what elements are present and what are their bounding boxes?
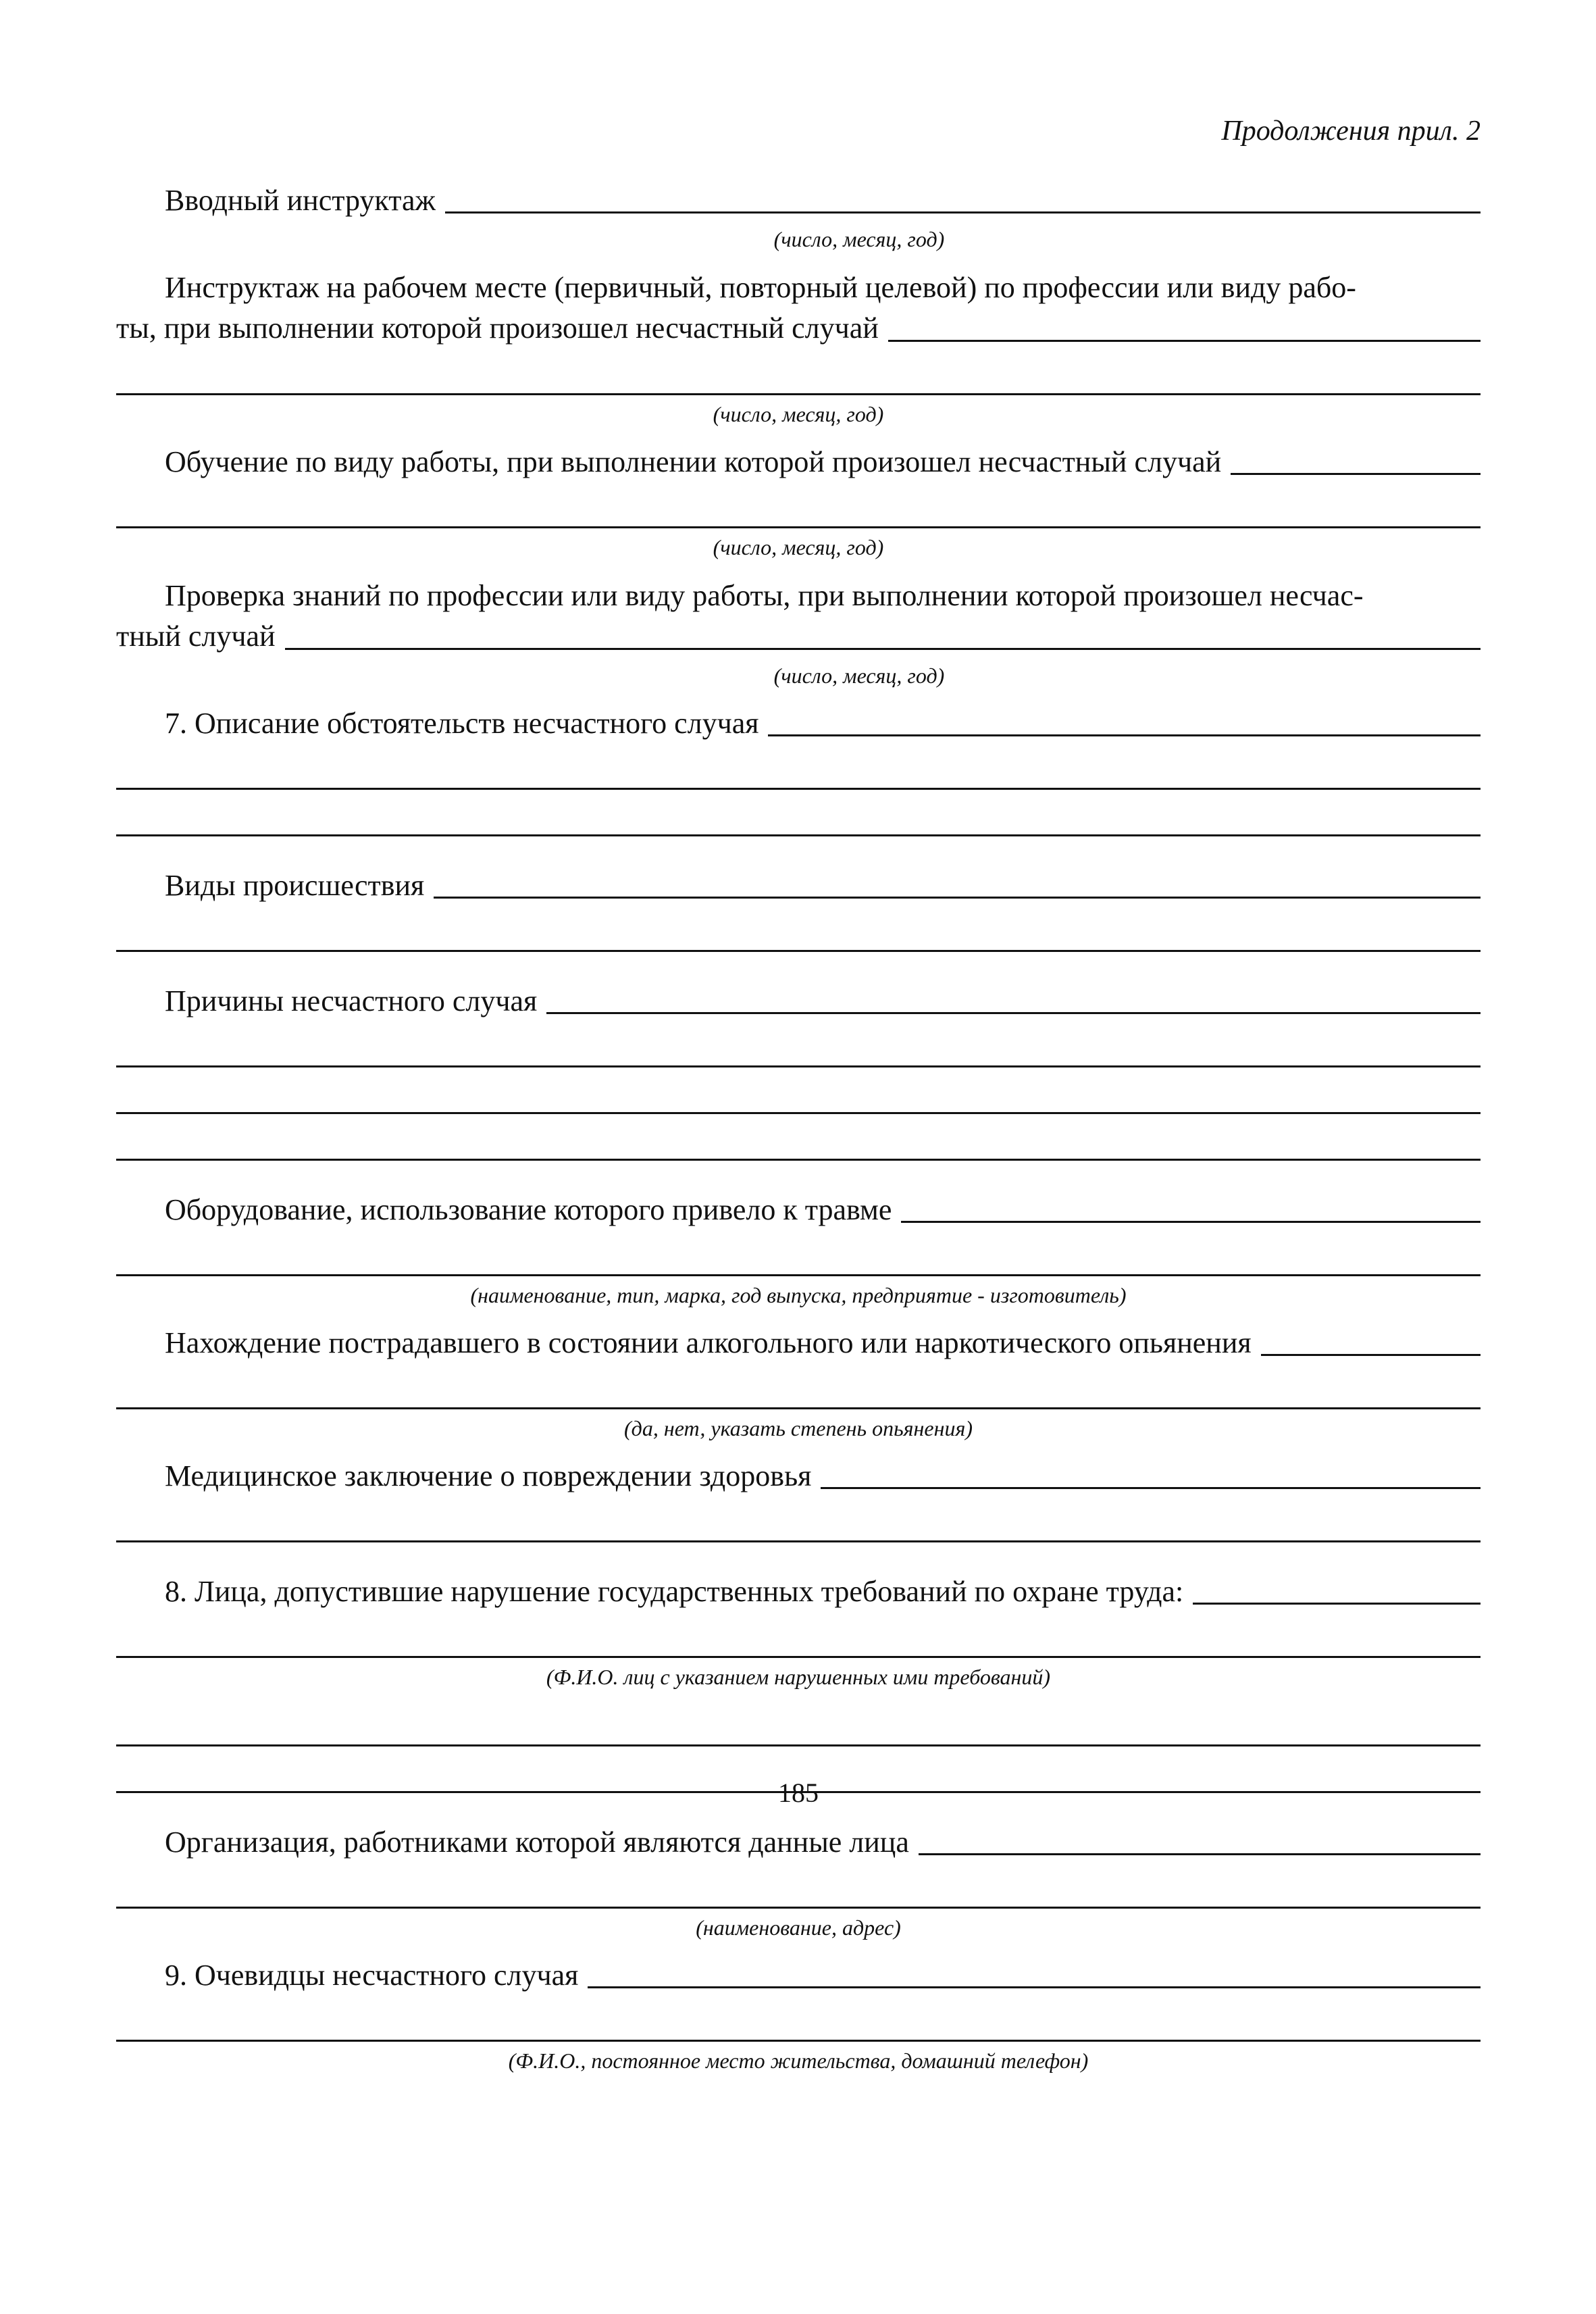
organization-blank-line[interactable] bbox=[116, 1862, 1481, 1909]
witnesses-row bbox=[116, 1956, 1481, 1995]
causes-row bbox=[116, 982, 1481, 1021]
medical-label: Медицинское заключение о повреждении здоровья bbox=[165, 1459, 812, 1492]
organization-label: Организация, работниками которой являются данные лица bbox=[165, 1826, 909, 1859]
workplace-briefing-label-1: Инструктаж на рабочем месте (первичный, повторный целевой) по профессии или виду рабо- bbox=[165, 271, 1356, 304]
equipment-hint: (наименование, тип, марка, год выпуска, предприятие - изготовитель) bbox=[470, 1283, 1127, 1307]
causes-blank-line[interactable] bbox=[116, 1114, 1481, 1161]
knowledge-check-label-1: Проверка знаний по профессии или виду работы, при выполнении которой произошел несчас- bbox=[165, 579, 1364, 612]
intro-briefing-label: Вводный инструктаж bbox=[165, 184, 436, 217]
witnesses-blank-line[interactable] bbox=[116, 1995, 1481, 2042]
date-hint: (число, месяц, год) bbox=[713, 402, 884, 426]
witnesses-hint: (Ф.И.О., постоянное место жительства, домашний телефон) bbox=[508, 2048, 1089, 2073]
form-page bbox=[116, 115, 1481, 2084]
causes-blank-line[interactable] bbox=[116, 1067, 1481, 1114]
circumstances-blank-line[interactable] bbox=[116, 790, 1481, 836]
witnesses-field[interactable] bbox=[588, 1959, 1481, 1988]
organization-hint: (наименование, адрес) bbox=[696, 1915, 901, 1940]
intro-briefing-field[interactable] bbox=[445, 184, 1481, 213]
violators-hint: (Ф.И.О. лиц с указанием нарушенных ими требований) bbox=[546, 1665, 1051, 1689]
training-label: Обучение по виду работы, при выполнении которой произошел несчастный случай bbox=[165, 445, 1222, 478]
incident-types-field[interactable] bbox=[434, 870, 1481, 899]
incident-types-label: Виды происшествия bbox=[165, 869, 425, 902]
circumstances-row bbox=[116, 704, 1481, 743]
violators-blank-line[interactable] bbox=[116, 1611, 1481, 1658]
equipment-field[interactable] bbox=[901, 1194, 1481, 1223]
causes-field[interactable] bbox=[546, 985, 1481, 1014]
incident-types-row bbox=[116, 866, 1481, 905]
training-field[interactable] bbox=[1231, 446, 1481, 475]
organization-field[interactable] bbox=[919, 1826, 1481, 1855]
workplace-briefing-field[interactable] bbox=[888, 313, 1481, 342]
incident-types-blank-line[interactable] bbox=[116, 905, 1481, 952]
violators-label: 8. Лица, допустившие нарушение государственных требований по охране труда: bbox=[165, 1575, 1184, 1608]
equipment-blank-line[interactable] bbox=[116, 1230, 1481, 1276]
circumstances-field[interactable] bbox=[768, 707, 1481, 736]
causes-label: Причины несчастного случая bbox=[165, 984, 538, 1017]
intoxication-field[interactable] bbox=[1261, 1327, 1481, 1356]
workplace-briefing-label-2: ты, при выполнении которой произошел несчастный случай bbox=[116, 311, 879, 345]
continuation-header: Продолжения прил. 2 bbox=[1221, 116, 1481, 147]
organization-row bbox=[116, 1823, 1481, 1862]
date-hint: (число, месяц, год) bbox=[773, 663, 945, 688]
violators-field[interactable] bbox=[1193, 1576, 1481, 1605]
circumstances-blank-line[interactable] bbox=[116, 743, 1481, 790]
workplace-briefing-para bbox=[116, 268, 1481, 349]
page-number: 185 bbox=[778, 1778, 819, 1808]
witnesses-label: 9. Очевидцы несчастного случая bbox=[165, 1959, 579, 1992]
intoxication-hint: (да, нет, указать степень опьянения) bbox=[623, 1416, 973, 1440]
violators-row bbox=[116, 1572, 1481, 1611]
medical-blank-line[interactable] bbox=[116, 1496, 1481, 1542]
training-row bbox=[116, 443, 1481, 482]
intoxication-label: Нахождение пострадавшего в состоянии алкогольного или наркотического опьянения bbox=[165, 1326, 1252, 1359]
intoxication-row bbox=[116, 1324, 1481, 1363]
training-blank-line[interactable] bbox=[116, 482, 1481, 528]
intoxication-blank-line[interactable] bbox=[116, 1363, 1481, 1409]
date-hint: (число, месяц, год) bbox=[773, 227, 945, 251]
intro-briefing-row bbox=[116, 181, 1481, 220]
workplace-briefing-blank-line[interactable] bbox=[116, 349, 1481, 395]
violators-blank-line[interactable] bbox=[116, 1700, 1481, 1746]
medical-row bbox=[116, 1457, 1481, 1496]
causes-blank-line[interactable] bbox=[116, 1021, 1481, 1067]
knowledge-check-label-2: тный случай bbox=[116, 620, 276, 653]
date-hint: (число, месяц, год) bbox=[713, 535, 884, 559]
equipment-row bbox=[116, 1190, 1481, 1230]
equipment-label: Оборудование, использование которого привело к травме bbox=[165, 1193, 892, 1226]
medical-field[interactable] bbox=[821, 1460, 1481, 1489]
knowledge-check-field[interactable] bbox=[285, 621, 1481, 650]
knowledge-check-para bbox=[116, 576, 1481, 657]
circumstances-label: 7. Описание обстоятельств несчастного случая bbox=[165, 707, 759, 740]
